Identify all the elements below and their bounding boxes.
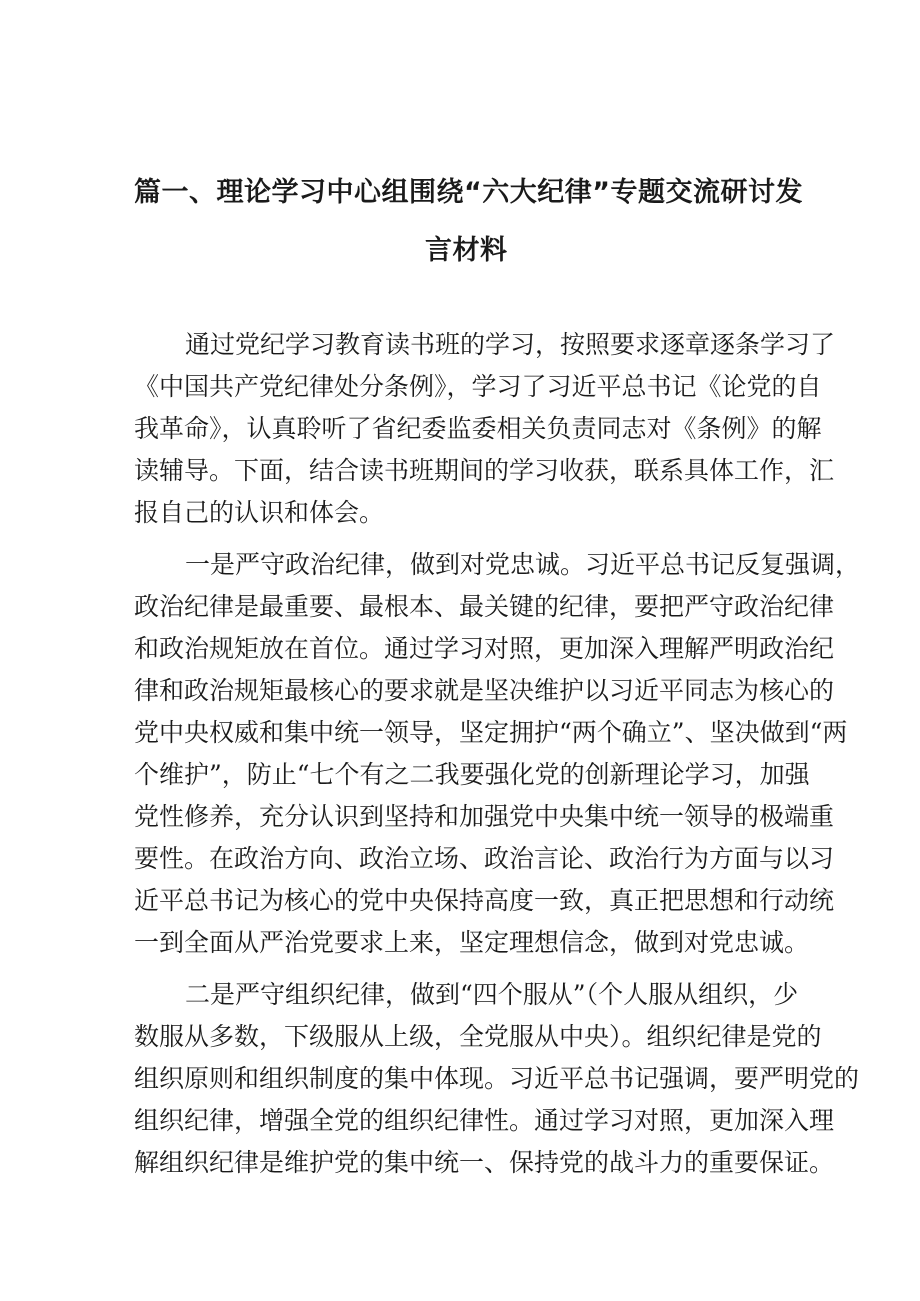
paragraph-1-line: 我革命》，认真聆听了省纪委监委相关负责同志对《条例》的解: [134, 414, 822, 443]
paragraph-2-line: 政治纪律是最重要、最根本、最关键的纪律，要把严守政治纪律: [134, 592, 835, 621]
paragraph-1-line: 报自己的认识和体会。: [134, 498, 385, 527]
paragraph-3-line: 数服从多数，下级服从上级，全党服从中央）。组织纪律是党的: [134, 1022, 822, 1051]
paragraph-1-line: 读辅导。下面，结合读书班期间的学习收获，联系具体工作，汇: [134, 456, 835, 485]
paragraph-1-line: 通过党纪学习教育读书班的学习，按照要求逐章逐条学习了: [185, 330, 836, 359]
paragraph-1-line: 《中国共产党纪律处分条例》，学习了习近平总书记《论党的自: [134, 372, 822, 401]
paragraph-2-line: 要性。在政治方向、政治立场、政治言论、政治行为方面与以习: [134, 844, 835, 873]
paragraph-2-line: 律和政治规矩最核心的要求就是坚决维护以习近平同志为核心的: [134, 676, 835, 705]
paragraph-2-line: 和政治规矩放在首位。通过学习对照，更加深入理解严明政治纪: [134, 634, 835, 663]
paragraph-3-line: 二是严守组织纪律，做到“四个服从”（个人服从组织，少: [185, 980, 799, 1009]
document-title-line-1: 篇一、理论学习中心组围绕“六大纪律”专题交流研讨发: [134, 177, 803, 208]
paragraph-3-line: 组织原则和组织制度的集中体现。习近平总书记强调，要严明党的: [134, 1064, 860, 1093]
paragraph-2-line: 一是严守政治纪律，做到对党忠诚。习近平总书记反复强调，: [185, 550, 861, 579]
paragraph-2-line: 个维护”，防止“七个有之二我要强化党的创新理论学习，加强: [134, 760, 810, 789]
paragraph-2-line: 近平总书记为核心的党中央保持高度一致，真正把思想和行动统: [134, 886, 835, 915]
paragraph-2-line: 党性修养，充分认识到坚持和加强党中央集中统一领导的极端重: [134, 802, 835, 831]
document-title-line-2: 言材料: [425, 235, 508, 266]
paragraph-2-line: 一到全面从严治党要求上来，坚定理想信念，做到对党忠诚。: [134, 928, 810, 957]
paragraph-3-line: 解组织纪律是维护党的集中统一、保持党的战斗力的重要保证。: [134, 1148, 835, 1177]
paragraph-2-line: 党中央权威和集中统一领导，坚定拥护“两个确立”、坚决做到“两: [134, 718, 848, 747]
paragraph-3-line: 组织纪律，增强全党的组织纪律性。通过学习对照，更加深入理: [134, 1106, 835, 1135]
